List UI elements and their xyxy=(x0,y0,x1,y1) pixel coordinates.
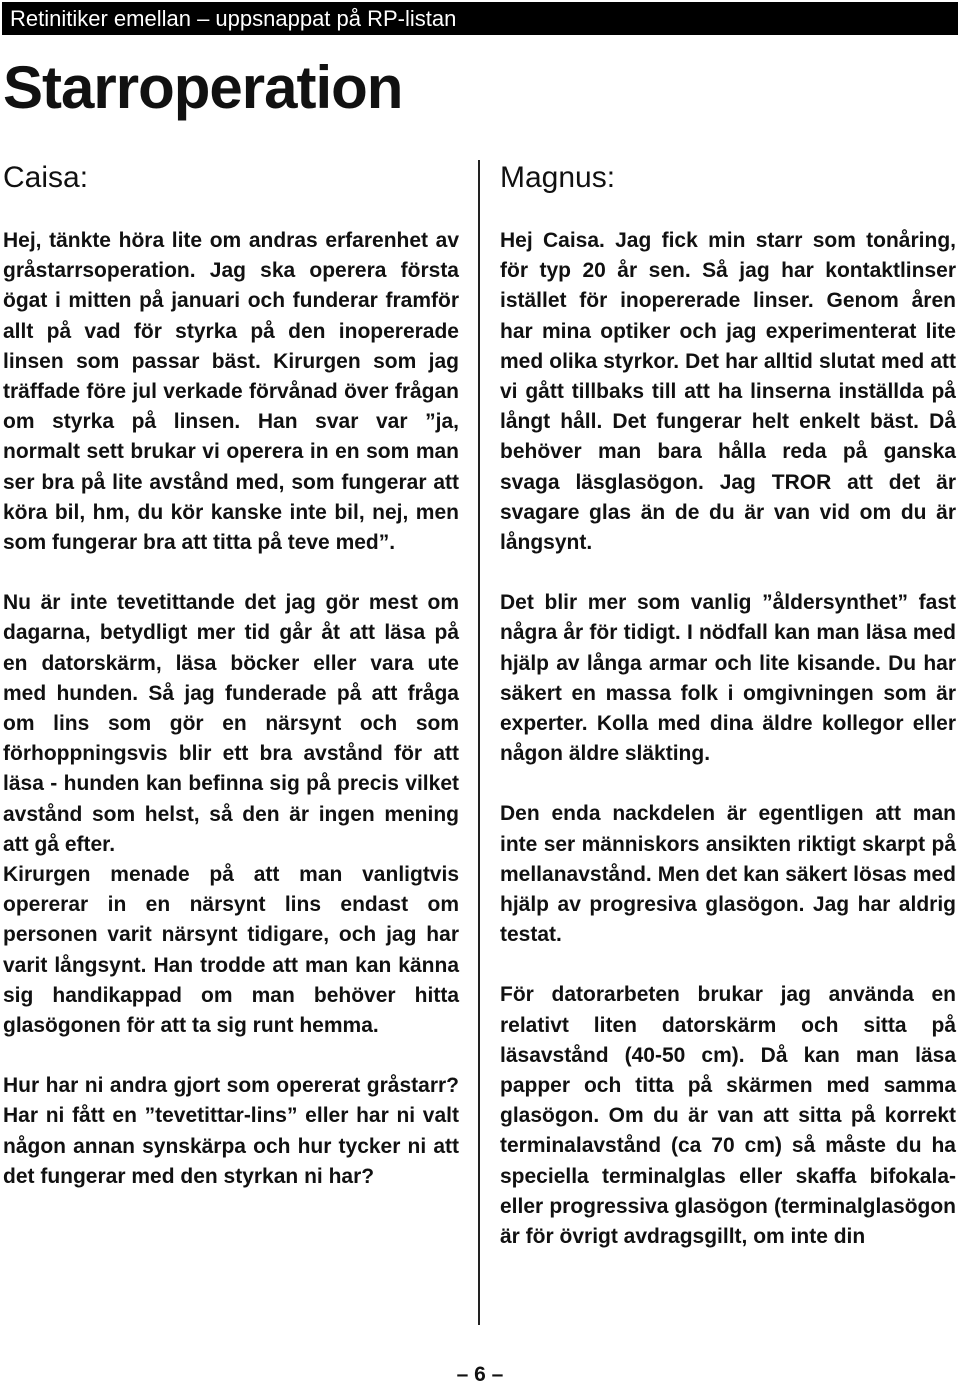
speaker-name-caisa: Caisa: xyxy=(3,161,89,194)
speaker-name-magnus: Magnus: xyxy=(500,161,616,194)
right-column xyxy=(500,158,956,1252)
magnus-paragraph-1: Hej Caisa. Jag fick min starr som tonåring, för typ 20 år sen. Så jag har kontaktlinser istället för inopererade linser. Genom åren har mina optiker och jag experimenterat lite med olika styrkor. Det har alltid slutat med att vi gått tillbaks till att ha linserna inställda på långt håll. Det fungerar helt enkelt bäst. Då behöver man bara hålla reda på ganska svaga läsglasögon. Jag TROR att det är svagare glas än de du är van vid om du är långsynt. xyxy=(500,229,956,555)
page-title: Starroperation xyxy=(3,54,403,121)
section-header-bar xyxy=(2,2,958,35)
caisa-paragraph-2: Nu är inte tevetittande det jag gör mest om dagarna, betydligt mer tid går åt att läsa på en datorskärm, läsa böcker eller vara ute med hunden. Så jag funderade på att fråga om lins som gör en närsynt och som förhoppningsvis blir ett bra avstånd för att läsa - hunden kan befinna sig på precis vilket avstånd som helst, så den är ingen mening att gå efter. xyxy=(3,591,459,856)
magnus-paragraph-3: Den enda nackdelen är egentligen att man inte ser människors ansikten riktigt skarpt på mellanavstånd. Men det kan säkert lösas med hjälp av progresiva glasögon. Jag har aldrig testat. xyxy=(500,802,956,947)
caisa-paragraph-3: Kirurgen menade på att man vanligtvis opererar in en närsynt lins endast om personen varit närsynt tidigare, och jag har varit långsynt. Han trodde att man kan känna sig handikappad om man behöver hitta glasögonen för att ta sig runt hemma. xyxy=(3,863,459,1038)
magnus-paragraph-2: Det blir mer som vanlig ”åldersynthet” fast några år för tidigt. I nödfall kan man läsa med hjälp av långa armar och lite kisande. Du har säkert en massa folk i omgivningen som är experter. Kolla med dina äldre kollegor eller någon äldre släkting. xyxy=(500,591,956,766)
caisa-paragraph-1: Hej, tänkte höra lite om andras erfarenhet av gråstarrsoperation. Jag ska operera första ögat i mitten på januari och funderar framför allt på vad för styrka på den inopererade linsen som passar bäst. Kirurgen som jag träffade före jul verkade förvånad över frågan om styrka på linsen. Han svar var ”ja, normalt sett brukar vi operera in en som man ser bra på lite avstånd med, som fungerar att köra bil, hm, du kör kanske inte bil, nej, men som fungerar bra att titta på teve med”. xyxy=(3,229,459,555)
page-number: – 6 – xyxy=(456,1363,504,1386)
column-divider xyxy=(478,160,480,1325)
left-column xyxy=(3,158,459,1192)
section-header-title: Retinitiker emellan – uppsnappat på RP-listan xyxy=(10,6,457,31)
magnus-paragraph-4: För datorarbeten brukar jag använda en relativt liten datorskärm och sitta på läsavstånd (40-50 cm). Då kan man läsa papper och titta på skärmen med samma glasögon. Om du är van att sitta på korrekt terminalavstånd (ca 70 cm) så måste du ha speciella terminalglas eller skaffa bifokala- eller progressiva glasögon (terminalglasögon är för övrigt avdragsgillt, om inte din xyxy=(500,983,956,1249)
caisa-paragraph-4: Hur har ni andra gjort som opererat gråstarr? Har ni fått en ”tevetittar-lins” eller har ni valt någon annan synskärpa och hur tycker ni att det fungerar med den styrkan ni har? xyxy=(3,1074,459,1188)
